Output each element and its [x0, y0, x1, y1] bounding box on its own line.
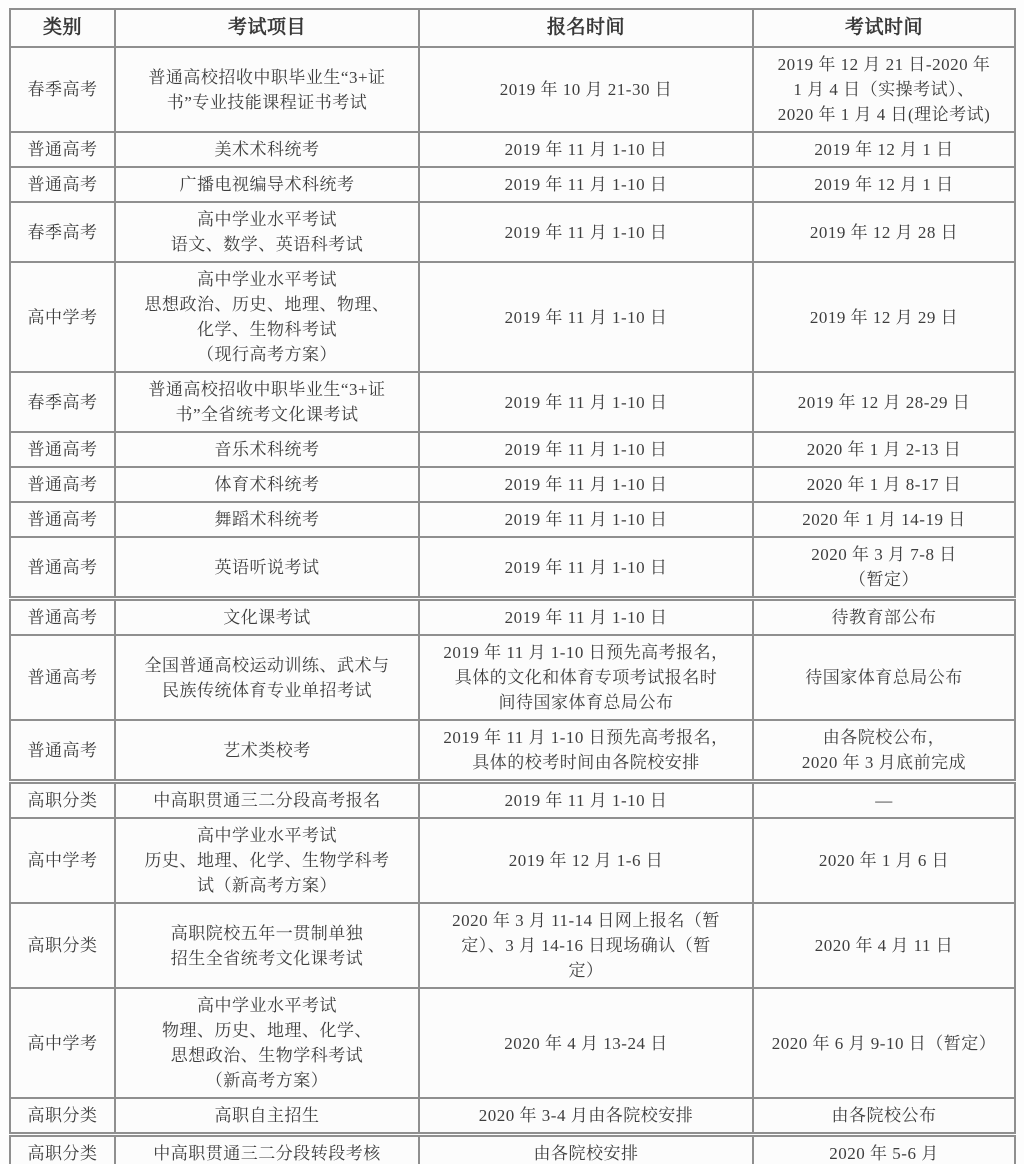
- cell-category: [10, 782, 115, 819]
- table-row: [10, 467, 1015, 502]
- column-header-exam-time: 考试时间: [753, 9, 1015, 47]
- cell-registration: [419, 537, 753, 599]
- table-row: [10, 1098, 1015, 1135]
- cell-line: 由各院校公布，: [822, 728, 946, 747]
- cell-project: [115, 132, 419, 167]
- cell-line: 高职分类: [27, 791, 98, 810]
- table-body: [10, 47, 1015, 1164]
- cell-category: [10, 720, 115, 782]
- cell-category: [10, 47, 115, 132]
- cell-line: （暂定）: [849, 570, 919, 589]
- cell-exam: [753, 262, 1015, 372]
- cell-line: 思想政治、历史、地理、物理、: [144, 295, 390, 314]
- cell-exam: [753, 782, 1015, 819]
- cell-line: 2020 年 3 月底前完成: [801, 753, 967, 772]
- cell-line: 高中学考: [27, 851, 98, 870]
- cell-line: 春季高考: [27, 222, 98, 242]
- cell-exam: [753, 1135, 1015, 1164]
- cell-registration: [419, 988, 753, 1098]
- cell-category: [10, 432, 115, 467]
- cell-line: 文化课考试: [223, 608, 311, 627]
- cell-line: 春季高考: [27, 392, 98, 412]
- cell-line: 2020 年 5-6 月: [829, 1144, 939, 1163]
- cell-line: 2019 年 11 月 1-10 日: [504, 475, 668, 494]
- column-header-project: 考试项目: [115, 9, 419, 47]
- cell-line: 物理、历史、地理、化学、: [162, 1021, 372, 1040]
- cell-registration: [419, 1135, 753, 1164]
- cell-project: [115, 167, 419, 202]
- cell-line: 高职自主招生: [214, 1106, 320, 1125]
- cell-line: 普通高考: [27, 475, 98, 494]
- cell-project: [115, 47, 419, 132]
- cell-line: 间待国家体育总局公布: [498, 693, 674, 712]
- cell-project: [115, 782, 419, 819]
- cell-line: 高职院校五年一贯制单独: [170, 923, 364, 943]
- cell-line: 普通高考: [27, 608, 98, 627]
- cell-project: [115, 262, 419, 372]
- cell-line: 2019 年 12 月 1-6 日: [508, 851, 664, 870]
- table-row: [10, 988, 1015, 1098]
- cell-line: 2020 年 1 月 2-13 日: [806, 440, 962, 459]
- cell-category: [10, 262, 115, 372]
- cell-project: [115, 1135, 419, 1164]
- table-row: [10, 167, 1015, 202]
- table-row: [10, 262, 1015, 372]
- cell-registration: [419, 502, 753, 537]
- cell-category: [10, 635, 115, 720]
- cell-exam: [753, 720, 1015, 782]
- table-row: [10, 372, 1015, 432]
- table-row: [10, 818, 1015, 903]
- cell-category: [10, 1098, 115, 1135]
- cell-exam: [753, 467, 1015, 502]
- cell-category: [10, 988, 115, 1098]
- header-row: [10, 9, 1015, 47]
- cell-line: 2019 年 12 月 29 日: [809, 307, 959, 327]
- cell-category: [10, 1135, 115, 1164]
- cell-exam: [753, 1098, 1015, 1135]
- table-row: [10, 635, 1015, 720]
- cell-line: 2020 年 6 月 9-10 日（暂定）: [771, 1033, 997, 1053]
- cell-registration: [419, 818, 753, 903]
- cell-line: 高职分类: [27, 1106, 98, 1125]
- cell-line: 定）、3 月 14-16 日现场确认（暂: [461, 936, 711, 955]
- column-header-category: 类别: [10, 9, 115, 47]
- cell-line: 2019 年 11 月 1-10 日: [504, 140, 668, 159]
- cell-line: 高中学业水平考试: [197, 210, 337, 229]
- cell-line: 1 月 4 日（实操考试）、: [793, 80, 975, 99]
- cell-line: 试（新高考方案）: [197, 876, 337, 895]
- cell-line: 高中学业水平考试: [197, 270, 337, 289]
- cell-registration: [419, 202, 753, 262]
- cell-line: 2020 年 4 月 13-24 日: [504, 1033, 668, 1053]
- cell-line: —: [875, 791, 893, 810]
- cell-exam: [753, 432, 1015, 467]
- cell-registration: [419, 262, 753, 372]
- column-header-registration-time: 报名时间: [419, 9, 753, 47]
- cell-line: 2019 年 12 月 21 日-2020 年: [777, 55, 991, 74]
- cell-line: 2019 年 12 月 28-29 日: [797, 392, 971, 412]
- cell-project: [115, 599, 419, 636]
- table-row: [10, 782, 1015, 819]
- cell-project: [115, 537, 419, 599]
- cell-line: 高中学业水平考试: [197, 996, 337, 1015]
- table-row: [10, 1135, 1015, 1164]
- cell-line: 艺术类校考: [223, 740, 311, 760]
- cell-line: 2020 年 1 月 4 日(理论考试): [777, 105, 991, 124]
- cell-registration: [419, 599, 753, 636]
- cell-registration: [419, 132, 753, 167]
- cell-project: [115, 467, 419, 502]
- cell-line: 2019 年 11 月 1-10 日预先高考报名，: [443, 643, 729, 662]
- cell-line: 书”专业技能课程证书考试: [166, 92, 368, 112]
- cell-category: [10, 467, 115, 502]
- cell-exam: [753, 502, 1015, 537]
- cell-registration: [419, 167, 753, 202]
- cell-line: 具体的校考时间由各院校安排: [472, 753, 700, 772]
- cell-line: 普通高校招收中职毕业生“3+证: [148, 67, 386, 87]
- cell-category: [10, 599, 115, 636]
- cell-line: 普通高考: [27, 440, 98, 459]
- cell-line: 2019 年 11 月 1-10 日: [504, 440, 668, 459]
- cell-line: 普通高考: [27, 740, 98, 760]
- table-row: [10, 47, 1015, 132]
- cell-line: 高中学业水平考试: [197, 826, 337, 845]
- exam-schedule-table: [9, 8, 1016, 1164]
- cell-line: 2020 年 4 月 11 日: [814, 936, 954, 955]
- cell-line: 2020 年 3-4 月由各院校安排: [478, 1106, 694, 1125]
- cell-line: 中高职贯通三二分段高考报名: [153, 791, 381, 810]
- cell-project: [115, 988, 419, 1098]
- cell-line: 由各院校公布: [831, 1106, 937, 1125]
- cell-line: 高中学考: [27, 1033, 98, 1053]
- cell-line: 广播电视编导术科统考: [179, 175, 355, 194]
- cell-project: [115, 635, 419, 720]
- cell-category: [10, 903, 115, 988]
- table-row: [10, 599, 1015, 636]
- cell-line: 2020 年 1 月 6 日: [818, 851, 950, 870]
- cell-line: 待教育部公布: [831, 608, 937, 627]
- cell-line: 2019 年 12 月 1 日: [814, 175, 954, 194]
- cell-line: 由各院校安排: [533, 1144, 639, 1163]
- cell-project: [115, 202, 419, 262]
- cell-line: 高职分类: [27, 1144, 98, 1163]
- cell-line: 2019 年 11 月 1-10 日: [504, 222, 668, 242]
- cell-exam: [753, 599, 1015, 636]
- cell-line: 音乐术科统考: [214, 440, 320, 459]
- cell-line: 2019 年 12 月 28 日: [809, 222, 959, 242]
- cell-line: 定）: [568, 961, 604, 980]
- cell-project: [115, 502, 419, 537]
- cell-exam: [753, 988, 1015, 1098]
- cell-line: 2019 年 10 月 21-30 日: [499, 80, 673, 99]
- cell-line: 普通高考: [27, 557, 98, 577]
- cell-category: [10, 167, 115, 202]
- cell-line: 体育术科统考: [214, 475, 320, 494]
- cell-line: 2019 年 11 月 1-10 日预先高考报名，: [443, 728, 729, 747]
- cell-line: 普通高考: [27, 140, 98, 159]
- cell-line: 2019 年 12 月 1 日: [814, 140, 954, 159]
- table-header: [10, 9, 1015, 47]
- cell-line: 全国普通高校运动训练、武术与: [144, 655, 390, 675]
- cell-project: [115, 372, 419, 432]
- cell-line: （新高考方案）: [205, 1071, 329, 1090]
- cell-line: 普通高校招收中职毕业生“3+证: [148, 380, 386, 399]
- cell-registration: [419, 635, 753, 720]
- cell-line: 历史、地理、化学、生物学科考: [144, 851, 390, 870]
- cell-line: 2019 年 11 月 1-10 日: [504, 791, 668, 810]
- cell-exam: [753, 537, 1015, 599]
- cell-exam: [753, 635, 1015, 720]
- cell-line: 高中学考: [27, 307, 98, 327]
- cell-project: [115, 903, 419, 988]
- cell-line: 普通高考: [27, 668, 98, 687]
- cell-category: [10, 202, 115, 262]
- cell-line: （现行高考方案）: [197, 345, 337, 364]
- table-row: [10, 502, 1015, 537]
- cell-line: 春季高考: [27, 80, 98, 99]
- cell-line: 舞蹈术科统考: [214, 510, 320, 529]
- cell-registration: [419, 1098, 753, 1135]
- cell-exam: [753, 903, 1015, 988]
- cell-line: 民族传统体育专业单招考试: [162, 680, 372, 700]
- table-row: [10, 720, 1015, 782]
- cell-line: 2019 年 11 月 1-10 日: [504, 608, 668, 627]
- cell-registration: [419, 372, 753, 432]
- cell-category: [10, 818, 115, 903]
- cell-line: 化学、生物科考试: [197, 320, 337, 339]
- cell-category: [10, 132, 115, 167]
- table-row: [10, 202, 1015, 262]
- cell-line: 具体的文化和体育专项考试报名时: [454, 668, 718, 687]
- cell-registration: [419, 720, 753, 782]
- cell-category: [10, 502, 115, 537]
- cell-line: 普通高考: [27, 175, 98, 194]
- cell-project: [115, 432, 419, 467]
- cell-exam: [753, 167, 1015, 202]
- cell-registration: [419, 782, 753, 819]
- cell-category: [10, 537, 115, 599]
- cell-category: [10, 372, 115, 432]
- cell-line: 普通高考: [27, 510, 98, 529]
- cell-registration: [419, 432, 753, 467]
- cell-line: 2020 年 1 月 14-19 日: [802, 510, 966, 529]
- cell-line: 书”全省统考文化课考试: [175, 405, 359, 424]
- cell-line: 2020 年 3 月 7-8 日: [811, 545, 957, 564]
- cell-line: 美术术科统考: [214, 140, 320, 159]
- cell-line: 2019 年 11 月 1-10 日: [504, 557, 668, 577]
- cell-line: 2020 年 1 月 8-17 日: [806, 475, 962, 494]
- cell-project: [115, 1098, 419, 1135]
- cell-line: 待国家体育总局公布: [805, 668, 963, 687]
- cell-line: 2019 年 11 月 1-10 日: [504, 307, 668, 327]
- cell-project: [115, 720, 419, 782]
- cell-exam: [753, 372, 1015, 432]
- table-row: [10, 432, 1015, 467]
- cell-exam: [753, 202, 1015, 262]
- cell-line: 英语听说考试: [214, 557, 320, 577]
- cell-line: 2019 年 11 月 1-10 日: [504, 510, 668, 529]
- cell-line: 2019 年 11 月 1-10 日: [504, 175, 668, 194]
- cell-exam: [753, 47, 1015, 132]
- cell-line: 中高职贯通三二分段转段考核: [153, 1144, 381, 1163]
- cell-line: 招生全省统考文化课考试: [170, 948, 364, 968]
- cell-registration: [419, 903, 753, 988]
- cell-registration: [419, 47, 753, 132]
- cell-line: 高职分类: [27, 936, 98, 955]
- cell-line: 思想政治、生物学科考试: [170, 1046, 364, 1065]
- cell-line: 2019 年 11 月 1-10 日: [504, 392, 668, 412]
- cell-exam: [753, 132, 1015, 167]
- cell-exam: [753, 818, 1015, 903]
- table-row: [10, 903, 1015, 988]
- cell-line: 2020 年 3 月 11-14 日网上报名（暂: [452, 911, 720, 930]
- table-row: [10, 537, 1015, 599]
- table-row: [10, 132, 1015, 167]
- cell-project: [115, 818, 419, 903]
- cell-line: 语文、数学、英语科考试: [170, 235, 364, 254]
- cell-registration: [419, 467, 753, 502]
